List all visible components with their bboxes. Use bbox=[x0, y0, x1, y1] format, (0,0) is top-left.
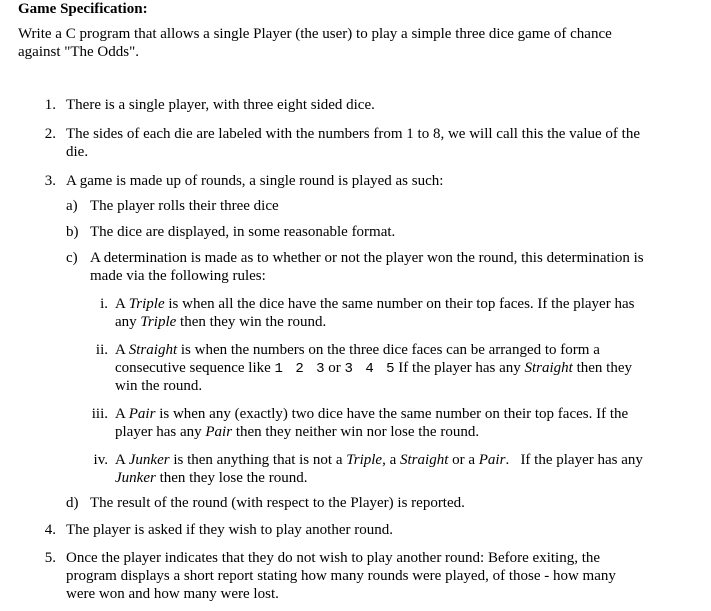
rule-line: win the round. bbox=[115, 378, 203, 394]
term-junker: Junker bbox=[128, 452, 170, 468]
sublist-item-text: made via the following rules: bbox=[90, 268, 266, 284]
intro-line: Write a C program that allows a single Player (the user) to play a simple three dice game of chance bbox=[18, 26, 612, 42]
term-triple: Triple bbox=[346, 452, 383, 468]
sublist-item-text: The player rolls their three dice bbox=[90, 198, 279, 214]
list-marker: 3. bbox=[44, 173, 56, 189]
rule-text: is when the numbers on the three dice faces can be arranged to form a bbox=[177, 342, 600, 358]
rule-text: or a bbox=[448, 452, 479, 468]
list-marker: 1. bbox=[44, 97, 56, 113]
rule-text: is when any (exactly) two dice have the same number on their top faces. If the bbox=[155, 406, 629, 422]
rule-line bbox=[115, 295, 634, 313]
rule-text: then they lose the round. bbox=[155, 470, 308, 486]
sublist-item-text: The result of the round (with respect to the Player) is reported. bbox=[90, 495, 465, 511]
article: A bbox=[115, 342, 129, 358]
term-straight: Straight bbox=[128, 342, 178, 358]
term-straight: Straight bbox=[400, 452, 449, 468]
sequence-example: 3 4 5 bbox=[344, 361, 395, 377]
rule-text: is then anything that is not a bbox=[169, 452, 347, 468]
term-junker: Junker bbox=[115, 470, 156, 486]
term-pair: Pair bbox=[128, 406, 156, 422]
rule-marker: iii. bbox=[91, 406, 108, 422]
rule-line bbox=[115, 359, 632, 378]
list-marker: 5. bbox=[44, 550, 56, 566]
article: A bbox=[115, 296, 129, 312]
list-item-text: were won and how many were lost. bbox=[66, 586, 279, 602]
rule-marker: iv. bbox=[93, 452, 108, 468]
rule-text: , a bbox=[382, 452, 401, 468]
rule-marker: i. bbox=[100, 296, 108, 312]
sequence-example: 1 2 3 bbox=[274, 361, 325, 377]
rule-text: then they neither win nor lose the round. bbox=[232, 424, 480, 440]
sublist-marker: a) bbox=[66, 198, 78, 214]
term-pair: Pair bbox=[205, 424, 233, 440]
rule-text: is when all the dice have the same number on their top faces. If the player has bbox=[164, 296, 635, 312]
list-marker: 4. bbox=[44, 522, 56, 538]
rule-text: or bbox=[328, 360, 341, 376]
article: A bbox=[115, 452, 129, 468]
term-pair: Pair bbox=[478, 452, 506, 468]
rule-line bbox=[115, 469, 307, 487]
sublist-marker: b) bbox=[66, 224, 79, 240]
rule-text: any bbox=[115, 314, 141, 330]
list-item-text: There is a single player, with three eight sided dice. bbox=[66, 97, 375, 113]
intro-paragraph bbox=[18, 25, 698, 61]
sublist-item-text: The dice are displayed, in some reasonable format. bbox=[90, 224, 396, 240]
rule-text: then they win the round. bbox=[176, 314, 327, 330]
term-straight: Straight bbox=[524, 360, 573, 376]
list-item-text: The sides of each die are labeled with the numbers from 1 to 8, we will call this the value of the bbox=[66, 126, 640, 142]
term-triple: Triple bbox=[140, 314, 177, 330]
spec-heading: Game Specification: bbox=[18, 1, 148, 17]
list-marker: 2. bbox=[44, 126, 56, 142]
rule-line bbox=[115, 313, 326, 331]
rule-text: . If the player has any bbox=[505, 452, 643, 468]
article: A bbox=[115, 406, 129, 422]
rule-marker: ii. bbox=[95, 342, 108, 358]
list-item-text: A game is made up of rounds, a single round is played as such: bbox=[66, 173, 444, 189]
rule-line bbox=[115, 405, 628, 423]
rule-line bbox=[115, 451, 643, 469]
rule-text: player has any bbox=[115, 424, 206, 440]
list-item-text: The player is asked if they wish to play another round. bbox=[66, 522, 393, 538]
list-item-text: die. bbox=[66, 144, 89, 160]
rule-text: consecutive sequence like bbox=[115, 360, 275, 376]
sublist-marker: d) bbox=[66, 495, 79, 511]
sublist-item-text: A determination is made as to whether or not the player won the round, this determination is bbox=[90, 250, 644, 266]
rule-line bbox=[115, 423, 479, 441]
intro-line: against "The Odds". bbox=[18, 44, 139, 60]
rule-line bbox=[115, 341, 600, 359]
sublist-marker: c) bbox=[66, 250, 78, 266]
term-triple: Triple bbox=[128, 296, 165, 312]
rule-text: If the player has any bbox=[394, 360, 525, 376]
list-item-text: program displays a short report stating how many rounds were played, of those - how many bbox=[66, 568, 616, 584]
list-item-text: Once the player indicates that they do not wish to play another round: Before exiting, the bbox=[66, 550, 601, 566]
rule-text: then they bbox=[572, 360, 632, 376]
